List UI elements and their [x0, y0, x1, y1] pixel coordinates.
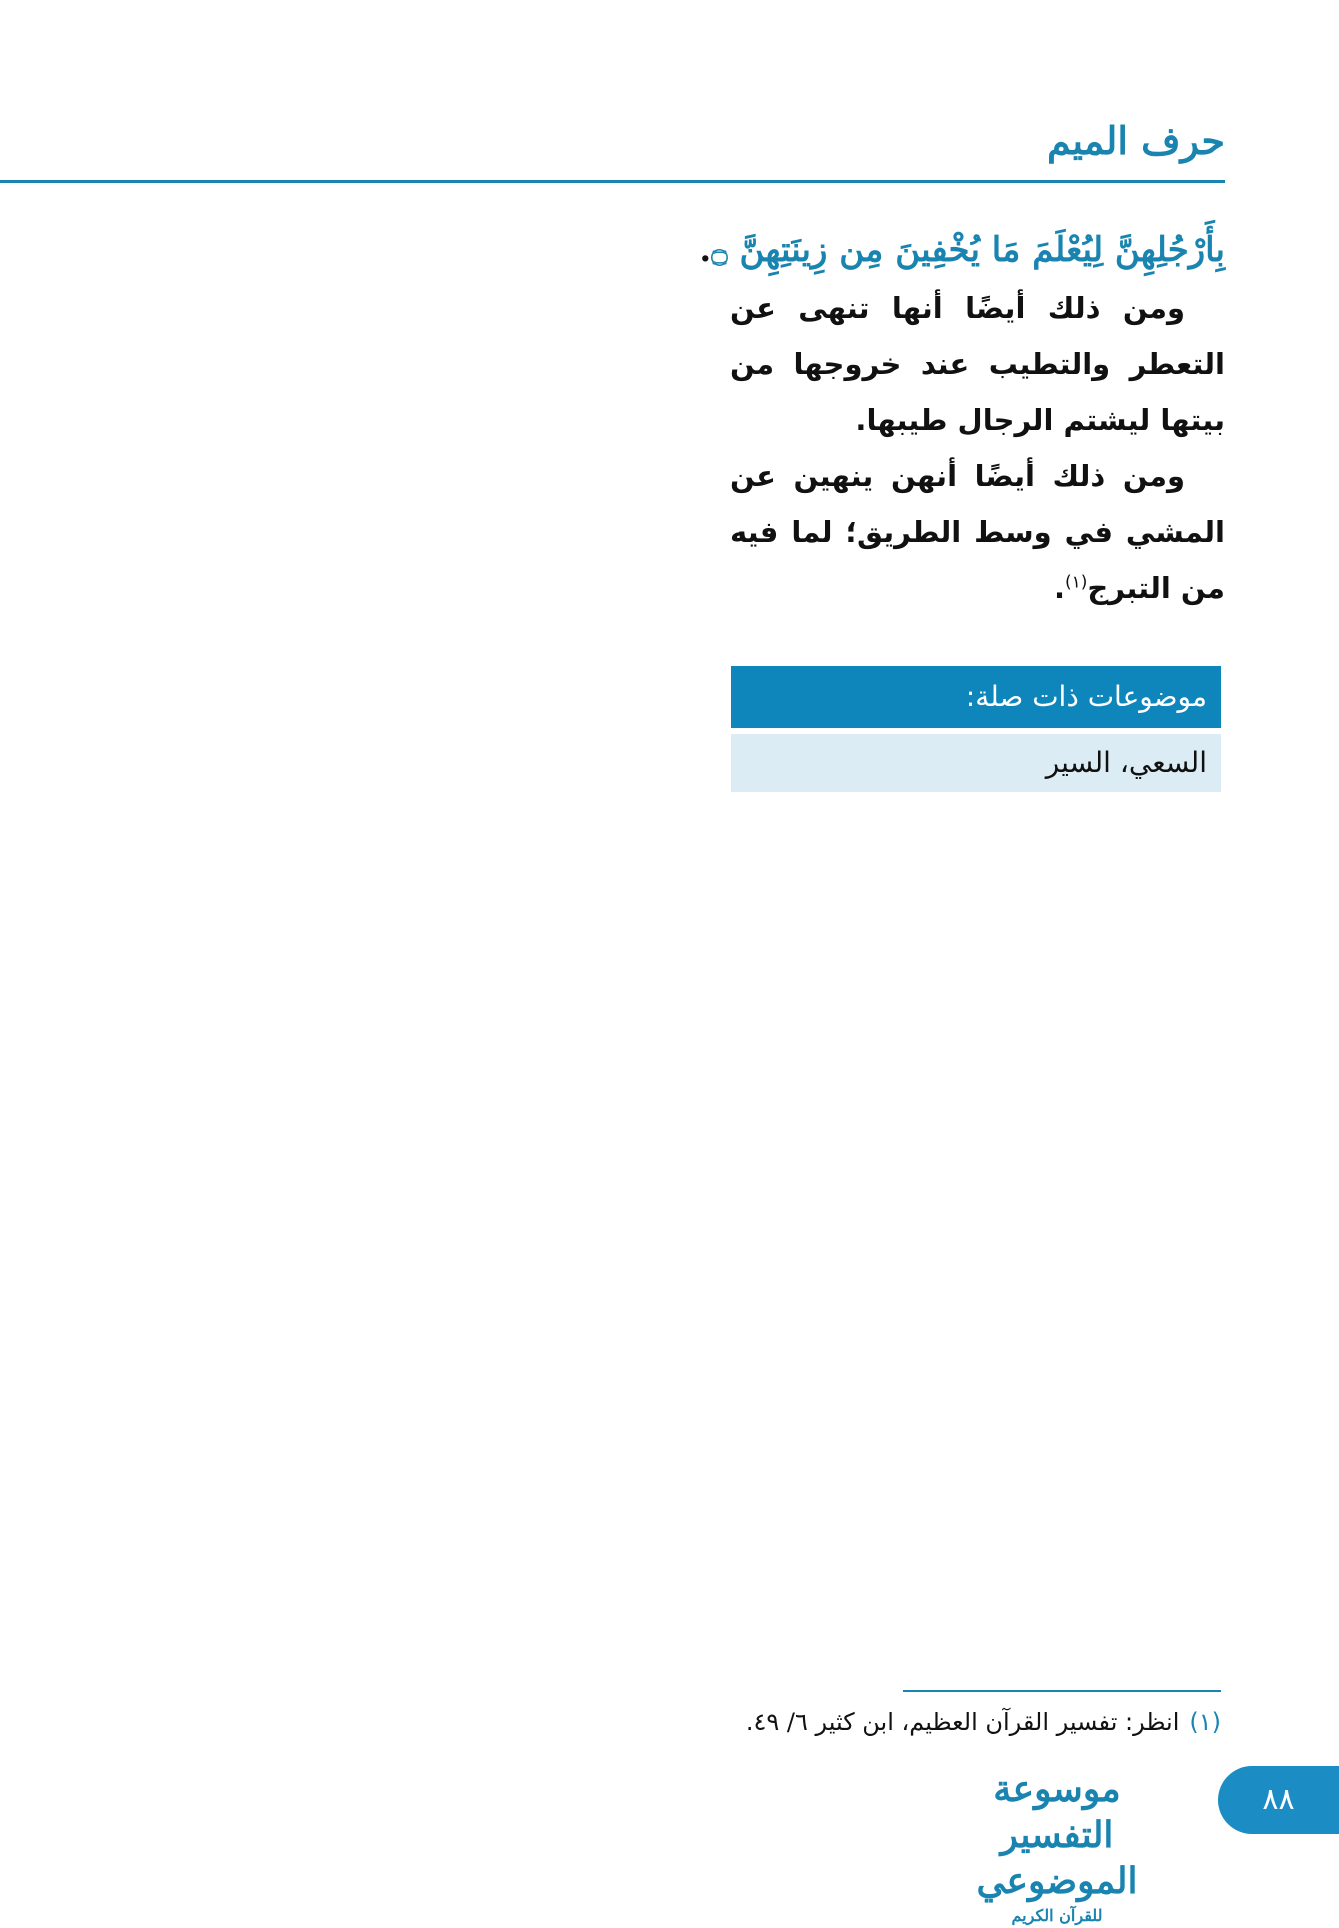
footnote-reference[interactable]: (١)	[1064, 572, 1088, 593]
related-topics-box	[731, 666, 1221, 792]
paragraph-walking	[730, 448, 1225, 616]
footnote-text: انظر: تفسير القرآن العظيم، ابن كثير ٦/ ٤٩.	[745, 1708, 1180, 1736]
quran-verse	[699, 225, 1225, 276]
related-topics-heading: موضوعات ذات صلة:	[731, 666, 1221, 728]
related-topics-list[interactable]: السعي، السير	[731, 734, 1221, 792]
logo-title: موسوعة التفسير الموضوعي	[976, 1768, 1138, 1902]
chapter-title: حرف الميم	[1047, 118, 1225, 163]
footnote-number: (١)	[1189, 1708, 1221, 1736]
encyclopedia-logo	[932, 1766, 1182, 1925]
paragraph-walking-end: .	[1053, 571, 1065, 605]
verse-end-ornament-icon: ۝	[711, 235, 728, 268]
quran-verse-text: بِأَرْجُلِهِنَّ لِيُعْلَمَ مَا يُخْفِينَ مِن زِينَتِهِنَّ	[739, 230, 1225, 270]
paragraph-perfume: ومن ذلك أيضًا أنها تنهى عن التعطر والتطيب عند خروجها من بيتها ليشتم الرجال طيبها.	[730, 291, 1225, 437]
footnote-divider	[903, 1690, 1221, 1692]
header-divider	[0, 180, 1225, 183]
paragraph-walking-text: ومن ذلك أيضًا أنهن ينهين عن المشي في وسط الطريق؛ لما فيه من التبرج	[730, 459, 1225, 605]
verse-period: .	[699, 230, 712, 270]
logo-subtitle: للقرآن الكريم	[1011, 1906, 1103, 1925]
footnote	[661, 1706, 1221, 1740]
main-content	[699, 225, 1225, 616]
page-number: ٨٨	[1218, 1766, 1339, 1834]
